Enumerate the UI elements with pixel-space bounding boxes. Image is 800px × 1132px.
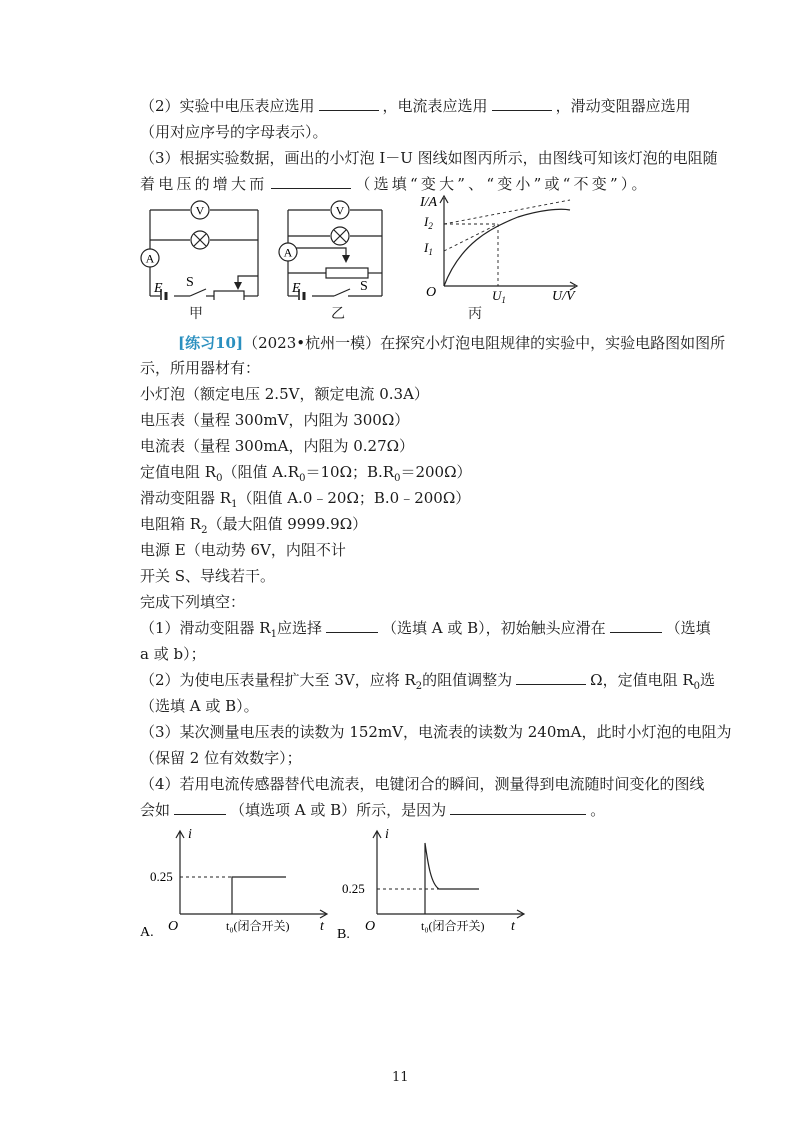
old-q2-line1 xyxy=(140,96,691,116)
switch-label: S xyxy=(360,279,368,294)
y-axis-label: i xyxy=(188,827,192,842)
y-axis-label: I/A xyxy=(420,195,438,210)
answer-blank[interactable] xyxy=(610,618,662,633)
battery-label: E xyxy=(292,281,301,296)
option-b-label: B. xyxy=(337,927,350,938)
answer-blank[interactable] xyxy=(319,96,379,111)
answer-blank[interactable] xyxy=(450,800,586,815)
old-q3-line1 xyxy=(140,148,718,168)
voltmeter-label: V xyxy=(335,203,345,218)
equip-ammeter: 电流表（量程 300mA，内阻为 0.27Ω） xyxy=(140,437,415,455)
equip-switch: 开关 S、导线若干。 xyxy=(140,567,276,585)
exercise-intro-line1 xyxy=(178,333,725,353)
exercise-tag: [练习10] xyxy=(178,334,244,352)
circuit-yi xyxy=(270,196,410,300)
text: 着电压的增大而 xyxy=(140,175,268,193)
text: （用对应序号的字母表示）。 xyxy=(140,123,328,141)
q1-line1: （1）滑动变阻器 $R_1$应选择 （选填 A 或 B），初始触头应滑在 （选填 xyxy=(140,619,711,640)
ammeter-label: A xyxy=(145,251,155,266)
t0-label: t₀(闭合开关) xyxy=(421,919,485,933)
answer-blank[interactable] xyxy=(271,174,351,189)
q1-line2: a 或 b）； xyxy=(140,645,206,663)
voltmeter-label: V xyxy=(195,203,205,218)
battery-label: E xyxy=(154,281,163,296)
x-axis-label: U/V xyxy=(552,289,575,304)
equip-r1: 滑动变阻器 $R_1$（阻值 A.0﹣20Ω；B.0﹣200Ω） xyxy=(140,489,471,510)
text: （3）根据实验数据，画出的小灯泡 I－U 图线如图丙所示，由图线可知该灯泡的电阻随 xyxy=(140,149,718,167)
x-axis-label: t xyxy=(511,919,515,934)
i2-label: $I_2$ xyxy=(424,214,433,231)
text: ，电流表应选用 xyxy=(382,97,488,115)
answer-blank[interactable] xyxy=(174,800,226,815)
y-tick-label: 0.25 xyxy=(150,869,173,884)
origin-label: O xyxy=(168,919,179,934)
caption-jia: 甲 xyxy=(189,306,203,322)
i1-label: $I_1$ xyxy=(424,240,433,257)
answer-blank[interactable] xyxy=(326,618,378,633)
q2-line1: （2）为使电压表量程扩大至 3V，应将 $R_2$的阻值调整为 Ω，定值电阻 $R_0$选 xyxy=(140,671,716,692)
equip-bulb: 小灯泡（额定电压 2.5V，额定电流 0.3A） xyxy=(140,385,429,403)
q4-line1: （4）若用电流传感器替代电流表，电键闭合的瞬间，测量得到电流随时间变化的图线 xyxy=(140,775,705,793)
caption-bing: 丙 xyxy=(468,306,482,322)
equip-source: 电源 E（电动势 6V，内阻不计 xyxy=(140,541,346,559)
iu-graph-bing xyxy=(410,192,590,304)
u1-label: $U_1$ xyxy=(492,288,506,304)
graph-a xyxy=(138,826,338,938)
option-a-label: A. xyxy=(140,925,154,938)
y-axis-label: i xyxy=(385,827,389,842)
text: （2）实验中电压表应选用 xyxy=(140,97,315,115)
old-q2-line2 xyxy=(140,122,328,142)
equip-r0: 定值电阻 $R_0$（阻值 $A.R_0=10\Omega$；$B.R_0=200\Omega$） xyxy=(140,463,472,484)
text: （选填“变大”、“变小”或“不变”）。 xyxy=(355,175,650,193)
q3-line2: （保留 2 位有效数字）； xyxy=(140,749,302,767)
t0-label: t₀(闭合开关) xyxy=(226,919,290,933)
equip-voltmeter: 电压表（量程 300mV，内阻为 300Ω） xyxy=(140,411,410,429)
fill-title: 完成下列填空： xyxy=(140,593,246,611)
text: 示，所用器材有： xyxy=(140,359,261,377)
circuit-jia xyxy=(130,196,270,300)
page-number: 11 xyxy=(392,1070,409,1085)
y-tick-label: 0.25 xyxy=(342,881,365,896)
origin-label: O xyxy=(365,919,376,934)
q4-line2: 会如 （填选项 A 或 B）所示，是因为 。 xyxy=(140,801,606,819)
ammeter-label: A xyxy=(283,245,293,260)
q2-line2: （选填 A 或 B）。 xyxy=(140,697,259,715)
text: （2023•杭州一模）在探究小灯泡电阻规律的实验中，实验电路图如图所 xyxy=(243,334,726,352)
old-q3-line2 xyxy=(140,174,650,194)
q3-line1: （3）某次测量电压表的读数为 152mV，电流表的读数为 240mA，此时小灯泡的电阻为 xyxy=(140,723,732,741)
origin-label: O xyxy=(426,285,437,300)
text: ，滑动变阻器应选用 xyxy=(555,97,691,115)
exercise-intro-line2 xyxy=(140,358,260,378)
answer-blank[interactable] xyxy=(516,670,586,685)
answer-blank[interactable] xyxy=(492,96,552,111)
x-axis-label: t xyxy=(320,919,324,934)
graph-b xyxy=(335,826,535,938)
switch-label: S xyxy=(186,275,194,290)
equip-r2: 电阻箱 $R_2$（最大阻值 9999.9Ω） xyxy=(140,515,368,536)
caption-yi: 乙 xyxy=(331,306,345,322)
